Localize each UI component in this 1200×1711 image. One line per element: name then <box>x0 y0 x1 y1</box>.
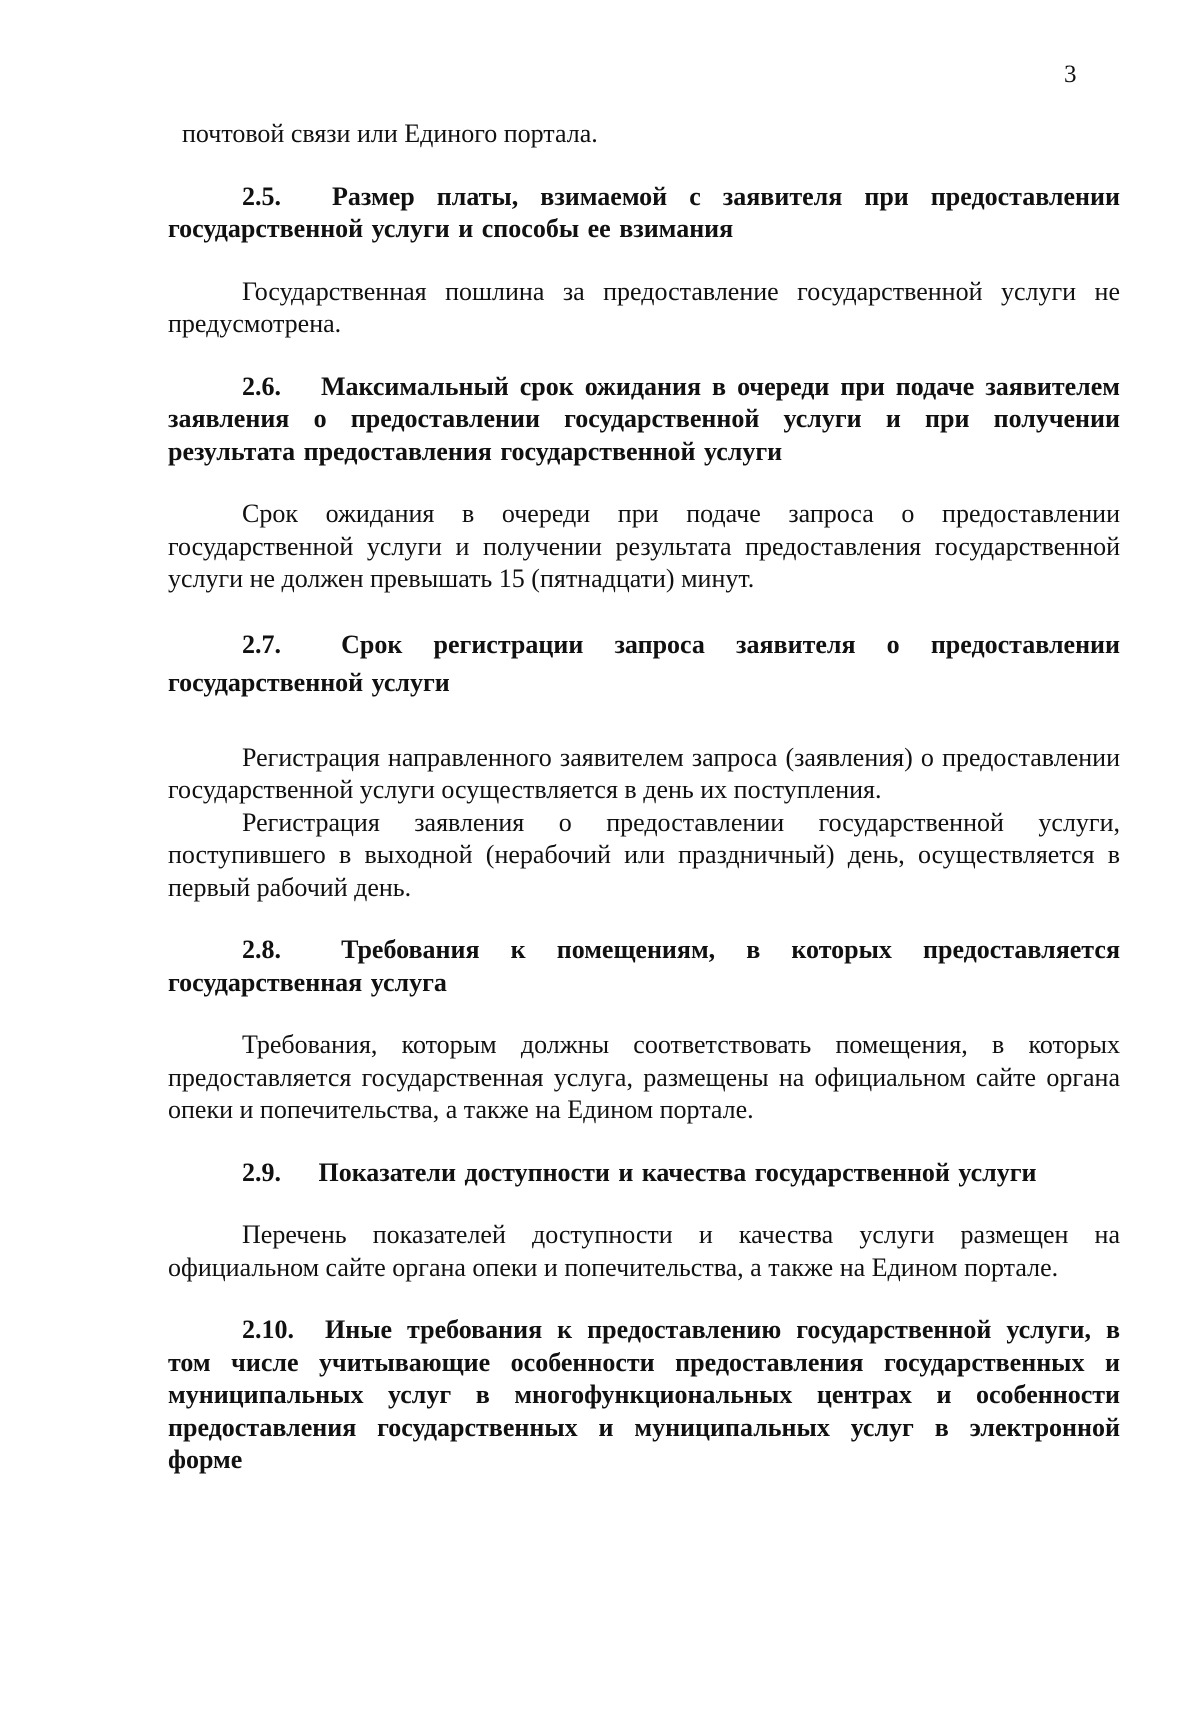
section-number: 2.7. <box>242 629 281 659</box>
section-heading-2-6 <box>168 371 1120 469</box>
paragraph: Регистрация заявления о предоставлении государственной услуги, поступившего в выходной (нерабочий или праздничный) день, осуществляется в первый рабочий день. <box>168 807 1120 902</box>
section-heading-2-10 <box>168 1314 1120 1477</box>
paragraph: Срок ожидания в очереди при подаче запроса о предоставлении государственной услуги и получении результата предоставления государственной услуги не должен превышать 15 (пятнадцати) минут. <box>168 499 1120 593</box>
paragraph: Требования, которым должны соответствовать помещения, в которых предоставляется государственная услуга, размещены на официальном сайте органа опеки и попечительства, а также на Едином портале. <box>168 1030 1120 1124</box>
document-body <box>168 118 1120 1477</box>
paragraph: Регистрация направленного заявителем запроса (заявления) о предоставлении государственной услуги осуществляется в день их поступления. <box>168 742 1120 804</box>
page-number: 3 <box>1064 61 1077 88</box>
section-heading-2-9 <box>168 1157 1120 1190</box>
section-title: Требования к помещениям, в которых предоставляется государственная услуга <box>168 935 1121 997</box>
paragraph: Перечень показателей доступности и качества услуги размещен на официальном сайте органа опеки и попечительства, а также на Едином портале. <box>168 1220 1120 1282</box>
section-heading-2-7 <box>168 626 1120 702</box>
section-title: Размер платы, взимаемой с заявителя при предоставлении государственной услуги и способы ее взимания <box>168 181 1120 243</box>
paragraph: Государственная пошлина за предоставление государственной услуги не предусмотрена. <box>168 276 1120 338</box>
continuation-text: почтовой связи или Единого портала. <box>182 119 598 148</box>
section-title: Показатели доступности и качества государственной услуги <box>318 1157 1037 1187</box>
section-number: 2.10. <box>242 1315 294 1344</box>
section-title: Иные требования к предоставлению государственной услуги, в том числе учитывающие особенности предоставления государственных и муниципальных услуг в многофункциональных центрах и особенности предоставления государственных и муниципальных услуг в электронной форме <box>168 1315 1121 1474</box>
section-title: Срок регистрации запроса заявителя о предоставлении государственной услуги <box>168 629 1121 697</box>
section-heading-2-5 <box>168 181 1120 246</box>
section-number: 2.5. <box>242 181 281 211</box>
section-title: Максимальный срок ожидания в очереди при подаче заявителем заявления о предоставлении государственной услуги и при получении результата предоставления государственной услуги <box>168 371 1121 466</box>
section-heading-2-8 <box>168 934 1120 999</box>
section-number: 2.8. <box>242 935 281 964</box>
section-number: 2.6. <box>242 371 281 401</box>
section-number: 2.9. <box>242 1157 281 1187</box>
